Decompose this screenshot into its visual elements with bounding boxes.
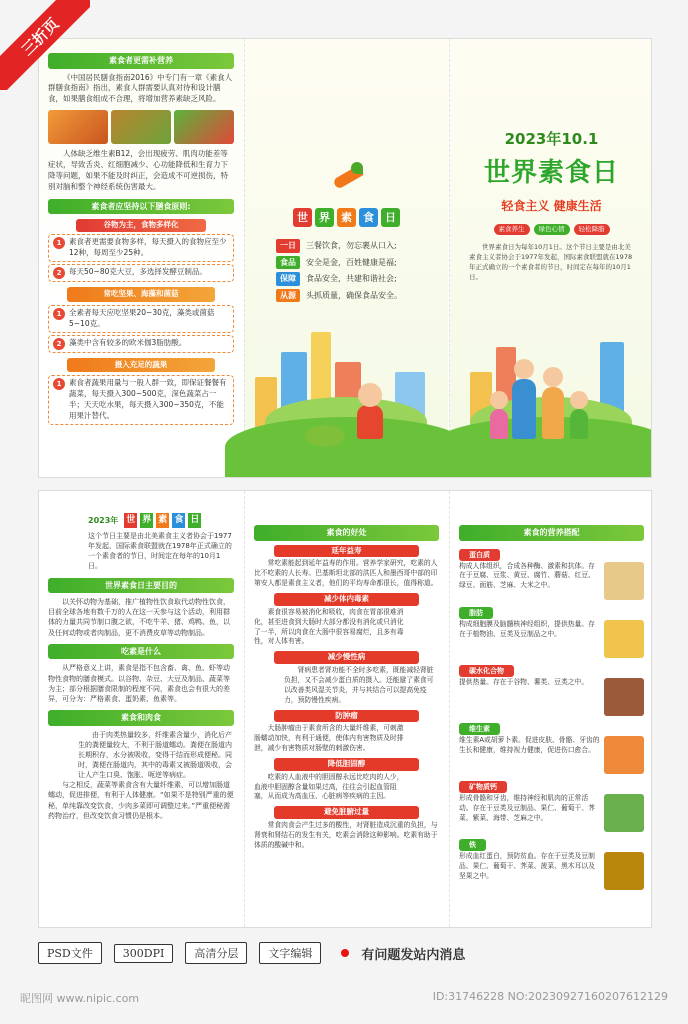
nutrient-text: 提供热量。存在于谷物、薯类、豆类之中。 (459, 678, 589, 687)
greens-image (604, 794, 644, 832)
slogan-key: 保障 (276, 272, 300, 286)
nutrient-tag: 蛋白质 (459, 549, 500, 561)
slogan-row (276, 272, 433, 286)
item-number: 1 (53, 378, 65, 390)
father-figure (512, 379, 536, 439)
benefit-text: 大肠肿瘤由于素食所含的大量纤维素，可刺激肠蠕动加快，有利于通便，使体内有害物质及时排泄，减少有害物质对肠壁的刺激伤害。 (254, 724, 404, 753)
sub-heading-nuts: 常吃坚果、海藻和菌菇 (67, 287, 216, 302)
nutrient-row (459, 620, 644, 658)
benefit-text: 常食肉食会产生过多的酸性，对肾脏造成沉重的负担，与肾衰和肾结石的发生有关，吃素会消除这种影响。吃素有助于体质的酸碱中和。 (254, 821, 438, 849)
panel-nutrition (39, 39, 243, 477)
benefit-tag: 减少慢性病 (274, 651, 419, 664)
tag-char: 世 (293, 208, 312, 227)
banner-char: 食 (172, 513, 185, 528)
b12-text: 人体缺乏维生素B12，会出现疲劳、肌肉功能差等症状，导致舌炎、红细胞减少、心功能降低和生育力下降等问题，如果不能及时纠正，会造成不可逆损伤，特别对脑和整个神经系统伤害最大。 (48, 149, 228, 191)
banner-char: 日 (188, 513, 201, 528)
benefit-text: 常吃素能起到延年益寿的作用。营养学家研究，吃素的人比不吃素的人长寿。巴基斯坦北部的洪匹人和墨西哥中部的印第安人都是素食主义者，他们的平均寿命都很长，值得称道。 (254, 559, 438, 588)
item-number: 2 (53, 338, 65, 350)
carrot-image (604, 736, 644, 774)
nutrient-row (459, 562, 644, 600)
dpi-button[interactable]: 300DPI (114, 944, 174, 963)
tag-char: 素 (337, 208, 356, 227)
vegetables-image (174, 110, 234, 144)
nutrient-row (459, 852, 644, 890)
ribbon-label: 三折页 (0, 0, 90, 90)
about-intro: 这个节日主要是由北美素食主义者协会于1977年发起，国际素食联盟就在1978年正式确立的一个素食者的节日，时间定在每年的10月1日。 (88, 532, 232, 571)
pumpkin-image (48, 110, 108, 144)
brochure-outside (38, 38, 652, 478)
mother-figure (542, 387, 564, 439)
cover-title: 世界素食日 (483, 157, 619, 188)
item-text: 全素者每天应吃坚果20~30克，藻类或菌菇5~10克。 (69, 307, 215, 328)
tofu-image (604, 562, 644, 600)
city-scene (245, 307, 448, 477)
text-edit-button[interactable]: 文字编辑 (259, 942, 321, 964)
heading-benefits: 素食的好处 (254, 525, 439, 541)
title-tag (254, 208, 439, 227)
vegetable-pile (305, 425, 345, 447)
oil-image (604, 620, 644, 658)
benefit-tag: 降低胆固醇 (274, 758, 419, 771)
slogan-text: 头抓质量，确保食品安全。 (306, 290, 402, 300)
slogan-key: 一日 (276, 239, 300, 253)
contact-message: 有问题发站内消息 (361, 947, 466, 963)
principle-item (48, 375, 234, 425)
nutrient-tag: 脂肪 (459, 607, 493, 619)
nutrient-text: 形成骨骼和牙齿，维持神经和肌肉的正常活动。存在于豆类及豆制品、果仁、葡萄干、荠菜、紫菜、海带、芝麻之中。 (459, 794, 595, 822)
principle-item (48, 234, 234, 262)
item-text: 每天50~80克大豆，多选择发酵豆制品。 (69, 266, 207, 276)
sub-heading-fruits: 摄入充足的蔬果 (67, 358, 216, 373)
banner-char: 素 (156, 513, 169, 528)
cover-subtitle: 轻食主义 健康生活 (501, 199, 602, 214)
nutrient-text: 构成细胞膜及脑髓核神经组织，提供热量。存在于植物油、豆类及豆制品之中。 (459, 619, 595, 638)
pill: 素食养生 (494, 224, 530, 235)
slogan-row (276, 256, 433, 270)
item-number: 1 (53, 308, 65, 320)
psd-button[interactable]: PSD文件 (38, 942, 102, 964)
tag-char: 日 (381, 208, 400, 227)
nutrient-text: 维生素A或胡萝卜素。促进皮肤、骨骼、牙齿的生长和健康，维持视力健康，促进伤口愈合。 (459, 736, 600, 754)
cover-description: 世界素食日为每年10月1日。这个节日主要是由北美素食主义者协会于1977年发起，国际素食联盟就在1978年正式确立的一个素食者的节日，时间定在每年的10月1日。 (469, 243, 633, 281)
sub-heading-grains: 谷物为主，食物多样化 (76, 219, 206, 232)
footer-bar (38, 942, 465, 964)
panel-slogans (244, 39, 448, 477)
panel-nutrients (449, 491, 652, 927)
boy-figure (570, 409, 588, 439)
benefit-text: 素食很容易被消化和吸收，肉食在胃部很难消化，甚至进食到大肠时大部分都没有消化或只消化了一半，所以肉食在大肠中很容易腐烂，且多有毒性，对人体有害。 (254, 607, 404, 646)
heading-nutrients: 素食的营养搭配 (459, 525, 644, 541)
nutrient-row (459, 794, 644, 832)
layers-button[interactable]: 高清分层 (185, 942, 247, 964)
slogan-row (276, 239, 433, 253)
nutrient-text: 形成血红蛋白，预防贫血。存在于豆类及豆制品、果仁、葡萄干、荠菜、菠菜、黑木耳以及坚果之中。 (459, 852, 595, 880)
nutrient-tag: 铁 (459, 839, 486, 851)
item-text: 素食者更需要食物多样，每天摄入的食物应至少12种，每周至少25种。 (69, 237, 227, 258)
benefit-tag: 避免脏腑过量 (274, 806, 419, 819)
tag-char: 食 (359, 208, 378, 227)
cover-year: 2023年10.1 (504, 130, 599, 148)
tag-char: 界 (315, 208, 334, 227)
nutrient-row (459, 736, 644, 774)
benefit-text: 肾病患者肾功能不全时多吃素，既能减轻肾脏负担，又不会减少蛋白质的摄入。还能避了素食可以改善类风湿关节炎，并与其结合可以提高免疫力，预防慢性疾病。 (284, 666, 434, 704)
produce-images (48, 110, 234, 144)
nutrient-tag: 维生素 (459, 723, 500, 735)
veg-meat-text-2: 与之相反，蔬菜等素食含有大量纤维素，可以增加肠道蠕动，促进排便，有利于人体健康。“如果不是特别严重的便秘，单纯靠改变饮食，少肉多菜即可调整过来。”严重便秘需药物治疗，但改变饮食习惯仍是根本。 (48, 781, 234, 820)
slogan-text: 食品安全，共建和谐社会; (306, 274, 397, 284)
benefit-tag: 防肿瘤 (274, 710, 419, 723)
principle-item (48, 335, 234, 353)
nuts-image (604, 852, 644, 890)
basket-image (111, 110, 171, 144)
pill: 绿色心情 (534, 224, 570, 235)
watermark-site: 昵图网 www.nipic.com (20, 992, 140, 1005)
item-text: 素食者蔬果用量与一般人群一致，即保证餐餐有蔬菜，每天摄入300~500克，深色蔬菜占一半；天天吃水果，每天摄入300~350克，不能用果汁替代。 (69, 378, 227, 421)
father-head (514, 359, 534, 379)
slogan-row (276, 289, 433, 303)
banner (88, 513, 234, 528)
intro-text: 《中国居民膳食指南2016》中专门有一章《素食人群膳食指南》指出，素食人群需要认真对待和设计膳食，如果膳食组成不合理，将增加营养素缺乏风险。 (48, 72, 233, 104)
purpose-text: 以关怀动物为基础，推广植物性饮食取代动物性饮食，目前全球各地有数千万的人在这一天参与这个活动，利用群体的力量共同节制口腹之欲，不吃牛羊、猪、鸡鸭、鱼，以及任何动物或者肉制品，更不消费皮草等动物制品。 (48, 598, 230, 637)
brochure-inside (38, 490, 652, 928)
nutrient-row (459, 678, 644, 716)
benefit-tag: 延年益寿 (274, 545, 419, 558)
carrot-icon (327, 162, 367, 202)
nutrient-tag: 碳水化合物 (459, 665, 514, 677)
red-dot-icon (341, 949, 349, 957)
child-head (358, 383, 382, 407)
heading-veg-meat: 素食和肉食 (48, 710, 234, 726)
banner-year: 2023年 (88, 515, 119, 525)
panel-cover (449, 39, 652, 477)
benefit-text: 吃素的人血液中的胆固醇永远比吃肉的人少，血液中胆固醇含量如果过高，往往会引起血管阻塞，从而成为高血压、心脏病等疾病的主因。 (254, 772, 404, 801)
heading-purpose: 世界素食日主要目的 (48, 578, 234, 594)
panel-benefits (244, 491, 448, 927)
slogan-text: 安全是金，百姓健康是福; (306, 257, 397, 267)
veg-meat-text: 由于肉类热量较多，纤维素含量少，消化后产生的粪便量较大，不利于肠道蠕动。粪便在肠道内长期积存，水分被吸收，变得干结而形成便秘。同时，粪便在肠道内，其中的毒素又被肠道吸收，会让人产生口臭、饱胀、呃逆等病症。 (78, 730, 232, 780)
panel-about (39, 491, 243, 927)
nutrient-text: 构成人体组织，合成各种酶、激素和抗体。存在于豆腐、豆浆、黄豆、腐竹、蘑菇、红豆、绿豆、面筋、芝麻、大米之中。 (459, 561, 595, 590)
benefit-tag: 减少体内毒素 (274, 593, 419, 606)
banner-char: 世 (124, 513, 137, 528)
item-number: 1 (53, 237, 65, 249)
nutrient-tag: 矿物质钙 (459, 781, 507, 793)
girl-head (490, 391, 508, 409)
slogan-key: 从源 (276, 289, 300, 303)
heading-principles: 素食者应坚持以下膳食原则: (48, 199, 234, 215)
sweet-potato-image (604, 678, 644, 716)
item-text: 藻类中含有较多的欧米伽3脂肪酸。 (69, 337, 187, 347)
watermark-id: ID:31746228 NO:20230927160207612129 (432, 990, 668, 1003)
cover-pills (459, 224, 644, 235)
family-scene (450, 307, 652, 477)
item-number: 2 (53, 267, 65, 279)
slogan-text: 三餐饮食，勿忘裹从口入; (306, 241, 397, 250)
boy-head (570, 391, 588, 409)
heading-nutrition: 素食者更需补营养 (48, 53, 234, 69)
pill: 轻松降脂 (574, 224, 610, 235)
what-text: 从严格意义上讲，素食是指不包含畜、禽、鱼、虾等动物性食物的膳食模式。以谷物、杂豆、大豆及制品、蔬菜等为主；部分根据膳食限制的程度不同，素食也会有很大的差异，可分为：严格素食、蛋奶素、鱼素等。 (48, 664, 230, 703)
principle-item (48, 264, 234, 282)
corner-ribbon (0, 0, 90, 90)
banner-char: 界 (140, 513, 153, 528)
heading-what: 吃素是什么 (48, 644, 234, 660)
slogan-key: 食品 (276, 256, 300, 270)
slogan-list (276, 239, 433, 302)
principle-item (48, 305, 234, 333)
child-figure (357, 405, 383, 439)
girl-figure (490, 409, 508, 439)
mother-head (543, 367, 563, 387)
